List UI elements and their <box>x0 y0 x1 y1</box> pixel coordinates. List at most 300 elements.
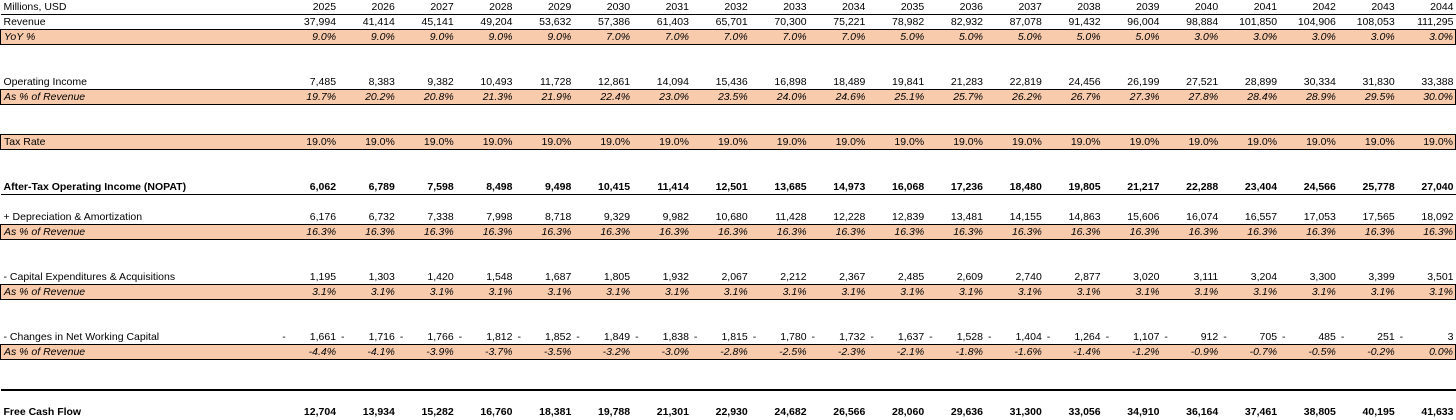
value-cell[interactable] <box>456 60 515 75</box>
value-cell[interactable]: 7.0% <box>809 30 868 45</box>
value-cell[interactable] <box>397 60 456 75</box>
value-cell[interactable]: 1,303 <box>368 271 395 284</box>
value-cell[interactable] <box>1279 315 1338 330</box>
row-label-cell[interactable] <box>1 105 280 120</box>
value-cell[interactable]: 6,789 <box>338 180 397 195</box>
value-cell[interactable]: 3,204 <box>1250 271 1278 284</box>
value-cell[interactable]: 11,414 <box>632 180 691 195</box>
value-cell[interactable] <box>632 120 691 135</box>
value-cell[interactable] <box>456 390 515 405</box>
value-cell[interactable] <box>926 375 985 390</box>
value-cell[interactable] <box>691 360 750 375</box>
value-cell[interactable] <box>279 375 338 390</box>
value-cell[interactable] <box>1338 390 1397 405</box>
value-cell[interactable] <box>338 240 397 255</box>
value-cell[interactable]: 0.0% <box>1397 345 1456 360</box>
value-cell[interactable] <box>1044 315 1103 330</box>
value-cell[interactable]: 5.0% <box>1044 30 1103 45</box>
value-cell[interactable] <box>1338 375 1397 390</box>
value-cell[interactable] <box>338 195 397 210</box>
value-cell[interactable]: 33,388 <box>1421 76 1454 89</box>
value-cell[interactable]: 53,632 <box>539 16 572 29</box>
value-cell[interactable]: 1,932 <box>662 271 689 284</box>
value-cell[interactable] <box>809 240 868 255</box>
year-header-cell[interactable]: 2040 <box>1161 0 1220 15</box>
value-cell[interactable] <box>338 390 397 405</box>
value-cell[interactable] <box>514 375 573 390</box>
value-cell[interactable]: 7.0% <box>691 30 750 45</box>
value-cell[interactable] <box>1338 330 1397 345</box>
value-cell[interactable] <box>1397 105 1456 120</box>
value-cell[interactable] <box>338 300 397 315</box>
value-cell[interactable] <box>338 150 397 165</box>
row-label-cell[interactable] <box>1 165 280 180</box>
value-cell[interactable] <box>867 45 926 60</box>
value-cell[interactable] <box>279 105 338 120</box>
value-cell[interactable] <box>1279 150 1338 165</box>
value-cell[interactable]: 7.0% <box>632 30 691 45</box>
row-label-cell[interactable]: As % of Revenue <box>1 345 280 360</box>
value-cell[interactable]: -3.2% <box>573 345 632 360</box>
value-cell[interactable] <box>456 150 515 165</box>
value-cell[interactable]: 34,910 <box>1127 406 1160 419</box>
value-cell[interactable] <box>1103 105 1162 120</box>
value-cell[interactable]: 13,481 <box>950 211 983 224</box>
value-cell[interactable]: 22,819 <box>1009 76 1042 89</box>
value-cell[interactable] <box>1044 150 1103 165</box>
value-cell[interactable] <box>279 360 338 375</box>
value-cell[interactable] <box>632 165 691 180</box>
value-cell[interactable]: 9,329 <box>603 211 631 224</box>
row-label-cell[interactable]: Tax Rate <box>1 135 280 150</box>
value-cell[interactable] <box>1279 105 1338 120</box>
row-label-cell[interactable]: Revenue <box>3 16 46 29</box>
value-cell[interactable]: -0.2% <box>1338 345 1397 360</box>
value-cell[interactable]: 3.0% <box>1338 30 1397 45</box>
value-cell[interactable]: 21,301 <box>656 406 689 419</box>
value-cell[interactable] <box>985 195 1044 210</box>
value-cell[interactable] <box>573 375 632 390</box>
value-cell[interactable] <box>926 120 985 135</box>
value-cell[interactable] <box>456 240 515 255</box>
value-cell[interactable] <box>632 105 691 120</box>
year-header-cell[interactable]: 2032 <box>691 0 750 15</box>
value-cell[interactable]: 28.9% <box>1279 90 1338 105</box>
value-cell[interactable]: 24.6% <box>809 90 868 105</box>
value-cell[interactable] <box>691 45 750 60</box>
sheet-title-cell[interactable]: Millions, USD <box>1 0 280 15</box>
value-cell[interactable]: 3.1% <box>1044 285 1103 300</box>
value-cell[interactable] <box>1103 60 1162 75</box>
value-cell[interactable] <box>691 120 750 135</box>
value-cell[interactable] <box>926 195 985 210</box>
value-cell[interactable] <box>750 240 809 255</box>
value-cell[interactable] <box>926 150 985 165</box>
value-cell[interactable] <box>926 330 985 345</box>
value-cell[interactable] <box>1103 120 1162 135</box>
value-cell[interactable] <box>1103 300 1162 315</box>
value-cell[interactable] <box>691 375 750 390</box>
value-cell[interactable]: -0.7% <box>1220 345 1279 360</box>
value-cell[interactable]: 19.0% <box>750 135 809 150</box>
value-cell[interactable]: 27.3% <box>1103 90 1162 105</box>
value-cell[interactable]: 28,899 <box>1244 76 1278 89</box>
value-cell[interactable]: 8,383 <box>368 76 395 89</box>
value-cell[interactable] <box>397 105 456 120</box>
value-cell[interactable]: 3.1% <box>1338 285 1397 300</box>
value-cell[interactable]: 101,850 <box>1239 16 1278 29</box>
value-cell[interactable]: 3.1% <box>926 285 985 300</box>
value-cell[interactable] <box>691 315 750 330</box>
value-cell[interactable] <box>632 315 691 330</box>
value-cell[interactable]: 22.4% <box>573 90 632 105</box>
value-cell[interactable] <box>573 240 632 255</box>
value-cell[interactable] <box>1338 45 1397 60</box>
value-cell[interactable]: 24.0% <box>750 90 809 105</box>
value-cell[interactable]: 23.5% <box>691 90 750 105</box>
value-cell[interactable]: 2,212 <box>780 271 807 284</box>
value-cell[interactable] <box>1103 195 1162 210</box>
value-cell[interactable] <box>867 240 926 255</box>
value-cell[interactable]: 12,704 <box>303 406 337 419</box>
value-cell[interactable] <box>573 300 632 315</box>
value-cell[interactable] <box>573 45 632 60</box>
value-cell[interactable]: 41,414 <box>362 16 395 29</box>
value-cell[interactable] <box>573 120 632 135</box>
value-cell[interactable]: 3,501 <box>1427 271 1454 284</box>
row-label-cell[interactable] <box>1 195 280 210</box>
value-cell[interactable]: 5.0% <box>867 30 926 45</box>
value-cell[interactable]: 3,111 <box>1193 271 1219 284</box>
value-cell[interactable] <box>1103 150 1162 165</box>
value-cell[interactable] <box>279 300 338 315</box>
value-cell[interactable] <box>1279 120 1338 135</box>
value-cell[interactable]: 7,485 <box>309 76 337 89</box>
value-cell[interactable] <box>691 60 750 75</box>
value-cell[interactable] <box>338 360 397 375</box>
value-cell[interactable] <box>1103 375 1162 390</box>
year-header-cell[interactable]: 2029 <box>514 0 573 15</box>
value-cell[interactable]: 111,295 <box>1417 16 1454 29</box>
value-cell[interactable] <box>867 165 926 180</box>
value-cell[interactable]: 10,415 <box>573 180 632 195</box>
value-cell[interactable]: 7,338 <box>427 211 454 224</box>
value-cell[interactable] <box>279 165 338 180</box>
value-cell[interactable]: 3.1% <box>691 285 750 300</box>
value-cell[interactable] <box>1161 330 1220 345</box>
value-cell[interactable] <box>456 360 515 375</box>
value-cell[interactable]: 3.1% <box>514 285 573 300</box>
value-cell[interactable]: 31,830 <box>1362 76 1395 89</box>
value-cell[interactable]: 16.3% <box>573 225 632 240</box>
value-cell[interactable] <box>750 120 809 135</box>
value-cell[interactable]: 3.1% <box>985 285 1044 300</box>
value-cell[interactable] <box>1338 150 1397 165</box>
value-cell[interactable] <box>867 300 926 315</box>
value-cell[interactable] <box>809 315 868 330</box>
value-cell[interactable]: 18,092 <box>1421 211 1454 224</box>
value-cell[interactable] <box>573 330 632 345</box>
value-cell[interactable] <box>691 300 750 315</box>
value-cell[interactable] <box>514 255 573 270</box>
value-cell[interactable]: 27,040 <box>1397 180 1456 195</box>
value-cell[interactable] <box>985 360 1044 375</box>
value-cell[interactable]: -4.4% <box>279 345 338 360</box>
value-cell[interactable]: 8,498 <box>456 180 515 195</box>
value-cell[interactable]: 3.1% <box>1397 285 1456 300</box>
year-header-cell[interactable]: 2041 <box>1220 0 1279 15</box>
value-cell[interactable]: 3.1% <box>1279 285 1338 300</box>
value-cell[interactable]: 16.3% <box>1397 225 1456 240</box>
value-cell[interactable]: 37,994 <box>303 16 337 29</box>
value-cell[interactable] <box>809 375 868 390</box>
value-cell[interactable] <box>1220 165 1279 180</box>
value-cell[interactable] <box>279 330 338 345</box>
value-cell[interactable] <box>632 300 691 315</box>
value-cell[interactable] <box>632 45 691 60</box>
value-cell[interactable]: 10,680 <box>715 211 748 224</box>
value-cell[interactable] <box>1103 315 1162 330</box>
row-label-cell[interactable] <box>1 45 280 60</box>
value-cell[interactable] <box>456 45 515 60</box>
value-cell[interactable]: 16.3% <box>514 225 573 240</box>
row-label-cell[interactable]: YoY % <box>1 30 280 45</box>
value-cell[interactable]: 9,382 <box>427 76 454 89</box>
value-cell[interactable] <box>926 300 985 315</box>
value-cell[interactable] <box>691 150 750 165</box>
value-cell[interactable]: 3,399 <box>1368 271 1395 284</box>
value-cell[interactable]: 3.0% <box>1279 30 1338 45</box>
value-cell[interactable]: 40,195 <box>1362 406 1395 419</box>
value-cell[interactable] <box>809 150 868 165</box>
value-cell[interactable] <box>1279 195 1338 210</box>
value-cell[interactable] <box>397 165 456 180</box>
value-cell[interactable] <box>1397 360 1456 375</box>
value-cell[interactable] <box>985 45 1044 60</box>
value-cell[interactable] <box>1044 255 1103 270</box>
value-cell[interactable] <box>867 390 926 405</box>
value-cell[interactable] <box>397 195 456 210</box>
value-cell[interactable] <box>397 315 456 330</box>
year-header-cell[interactable]: 2035 <box>867 0 926 15</box>
year-header-cell[interactable]: 2044 <box>1397 0 1456 15</box>
value-cell[interactable]: 75,221 <box>833 16 866 29</box>
value-cell[interactable]: 19.0% <box>1103 135 1162 150</box>
value-cell[interactable] <box>1220 255 1279 270</box>
value-cell[interactable] <box>926 315 985 330</box>
value-cell[interactable] <box>514 240 573 255</box>
row-label-cell[interactable] <box>1 300 280 315</box>
value-cell[interactable]: 23,404 <box>1220 180 1279 195</box>
value-cell[interactable]: -3.7% <box>456 345 515 360</box>
value-cell[interactable] <box>809 105 868 120</box>
value-cell[interactable] <box>867 195 926 210</box>
value-cell[interactable]: 3.1% <box>1220 285 1279 300</box>
value-cell[interactable] <box>632 390 691 405</box>
value-cell[interactable] <box>926 240 985 255</box>
value-cell[interactable] <box>1397 240 1456 255</box>
value-cell[interactable] <box>338 330 397 345</box>
value-cell[interactable] <box>456 195 515 210</box>
value-cell[interactable]: 19.0% <box>632 135 691 150</box>
value-cell[interactable]: 3.1% <box>456 285 515 300</box>
value-cell[interactable]: -2.3% <box>809 345 868 360</box>
value-cell[interactable]: 19.0% <box>279 135 338 150</box>
value-cell[interactable]: 2,485 <box>897 271 925 284</box>
value-cell[interactable] <box>750 195 809 210</box>
value-cell[interactable]: 3.0% <box>1220 30 1279 45</box>
value-cell[interactable]: 9.0% <box>456 30 515 45</box>
value-cell[interactable]: 16.3% <box>1044 225 1103 240</box>
value-cell[interactable]: -2.5% <box>750 345 809 360</box>
value-cell[interactable] <box>1103 330 1162 345</box>
value-cell[interactable]: 2,067 <box>721 271 748 284</box>
value-cell[interactable] <box>514 315 573 330</box>
value-cell[interactable]: 9,982 <box>662 211 689 224</box>
value-cell[interactable]: 11,428 <box>775 211 807 224</box>
value-cell[interactable] <box>632 240 691 255</box>
value-cell[interactable] <box>456 375 515 390</box>
value-cell[interactable] <box>1161 120 1220 135</box>
value-cell[interactable] <box>1220 60 1279 75</box>
value-cell[interactable]: 3.1% <box>867 285 926 300</box>
year-header-cell[interactable]: 2037 <box>985 0 1044 15</box>
value-cell[interactable]: 9.0% <box>397 30 456 45</box>
value-cell[interactable]: 1,420 <box>427 271 454 284</box>
value-cell[interactable] <box>338 165 397 180</box>
value-cell[interactable] <box>926 360 985 375</box>
row-label-cell[interactable] <box>1 315 280 330</box>
value-cell[interactable]: 2,609 <box>956 271 983 284</box>
value-cell[interactable] <box>691 255 750 270</box>
value-cell[interactable] <box>514 165 573 180</box>
value-cell[interactable]: 24,566 <box>1279 180 1338 195</box>
value-cell[interactable]: 19,805 <box>1044 180 1103 195</box>
value-cell[interactable] <box>691 390 750 405</box>
value-cell[interactable] <box>514 390 573 405</box>
row-label-cell[interactable] <box>1 255 280 270</box>
value-cell[interactable]: 26.2% <box>985 90 1044 105</box>
value-cell[interactable]: -3.0% <box>632 345 691 360</box>
year-header-cell[interactable]: 2038 <box>1044 0 1103 15</box>
value-cell[interactable]: 3.0% <box>1161 30 1220 45</box>
value-cell[interactable] <box>985 315 1044 330</box>
row-label-cell[interactable]: As % of Revenue <box>1 285 280 300</box>
value-cell[interactable] <box>867 375 926 390</box>
value-cell[interactable]: 19.0% <box>1397 135 1456 150</box>
value-cell[interactable] <box>338 105 397 120</box>
value-cell[interactable]: 16.3% <box>456 225 515 240</box>
value-cell[interactable] <box>1161 315 1220 330</box>
value-cell[interactable] <box>1338 255 1397 270</box>
value-cell[interactable]: 98,884 <box>1186 16 1219 29</box>
value-cell[interactable]: 33,056 <box>1068 406 1101 419</box>
value-cell[interactable]: 10,493 <box>480 76 513 89</box>
value-cell[interactable]: 91,432 <box>1068 16 1101 29</box>
value-cell[interactable] <box>1044 330 1103 345</box>
value-cell[interactable]: 12,228 <box>833 211 866 224</box>
value-cell[interactable] <box>867 360 926 375</box>
value-cell[interactable]: 16.3% <box>1103 225 1162 240</box>
value-cell[interactable] <box>750 150 809 165</box>
value-cell[interactable]: 13,934 <box>362 406 395 419</box>
value-cell[interactable] <box>1044 195 1103 210</box>
value-cell[interactable] <box>1044 120 1103 135</box>
value-cell[interactable] <box>456 165 515 180</box>
value-cell[interactable]: 31,300 <box>1009 406 1042 419</box>
row-label-cell[interactable]: As % of Revenue <box>1 225 280 240</box>
value-cell[interactable]: 38,805 <box>1303 406 1336 419</box>
value-cell[interactable] <box>809 195 868 210</box>
value-cell[interactable] <box>750 375 809 390</box>
value-cell[interactable]: 22,930 <box>715 406 748 419</box>
value-cell[interactable] <box>573 255 632 270</box>
value-cell[interactable]: -3.9% <box>397 345 456 360</box>
value-cell[interactable] <box>867 60 926 75</box>
value-cell[interactable]: 6,062 <box>279 180 338 195</box>
value-cell[interactable]: 14,155 <box>1009 211 1042 224</box>
year-header-cell[interactable]: 2036 <box>926 0 985 15</box>
value-cell[interactable] <box>1220 315 1279 330</box>
value-cell[interactable] <box>1220 195 1279 210</box>
row-label-cell[interactable] <box>1 360 280 375</box>
value-cell[interactable]: 26.7% <box>1044 90 1103 105</box>
value-cell[interactable]: 25,778 <box>1338 180 1397 195</box>
value-cell[interactable] <box>1220 240 1279 255</box>
value-cell[interactable]: 29,636 <box>950 406 983 419</box>
year-header-cell[interactable]: 2030 <box>573 0 632 15</box>
value-cell[interactable] <box>514 105 573 120</box>
value-cell[interactable]: -4.1% <box>338 345 397 360</box>
value-cell[interactable]: -3.5% <box>514 345 573 360</box>
value-cell[interactable] <box>1338 165 1397 180</box>
value-cell[interactable] <box>456 255 515 270</box>
value-cell[interactable]: 30.0% <box>1397 90 1456 105</box>
value-cell[interactable] <box>1397 300 1456 315</box>
year-header-cell[interactable]: 2039 <box>1103 0 1162 15</box>
value-cell[interactable]: 16.3% <box>1220 225 1279 240</box>
value-cell[interactable] <box>1279 300 1338 315</box>
value-cell[interactable]: 19.0% <box>809 135 868 150</box>
value-cell[interactable] <box>1161 375 1220 390</box>
row-label-cell[interactable]: + Depreciation & Amortization <box>3 211 143 224</box>
value-cell[interactable]: 16.3% <box>1279 225 1338 240</box>
value-cell[interactable]: 25.1% <box>867 90 926 105</box>
value-cell[interactable]: 19.0% <box>985 135 1044 150</box>
value-cell[interactable] <box>1044 390 1103 405</box>
value-cell[interactable]: 70,300 <box>774 16 807 29</box>
value-cell[interactable] <box>632 60 691 75</box>
value-cell[interactable]: 3.1% <box>338 285 397 300</box>
value-cell[interactable]: 24,682 <box>774 406 807 419</box>
value-cell[interactable]: 26,199 <box>1127 76 1160 89</box>
value-cell[interactable] <box>279 45 338 60</box>
value-cell[interactable] <box>279 255 338 270</box>
value-cell[interactable] <box>1338 300 1397 315</box>
value-cell[interactable] <box>691 330 750 345</box>
value-cell[interactable] <box>1103 165 1162 180</box>
value-cell[interactable] <box>456 105 515 120</box>
value-cell[interactable]: 16.3% <box>632 225 691 240</box>
value-cell[interactable] <box>1220 330 1279 345</box>
value-cell[interactable]: 16.3% <box>750 225 809 240</box>
value-cell[interactable]: 19.0% <box>691 135 750 150</box>
value-cell[interactable]: -1.8% <box>926 345 985 360</box>
value-cell[interactable]: 22,288 <box>1161 180 1220 195</box>
value-cell[interactable] <box>1220 120 1279 135</box>
value-cell[interactable] <box>926 60 985 75</box>
year-header-cell[interactable]: 2043 <box>1338 0 1397 15</box>
